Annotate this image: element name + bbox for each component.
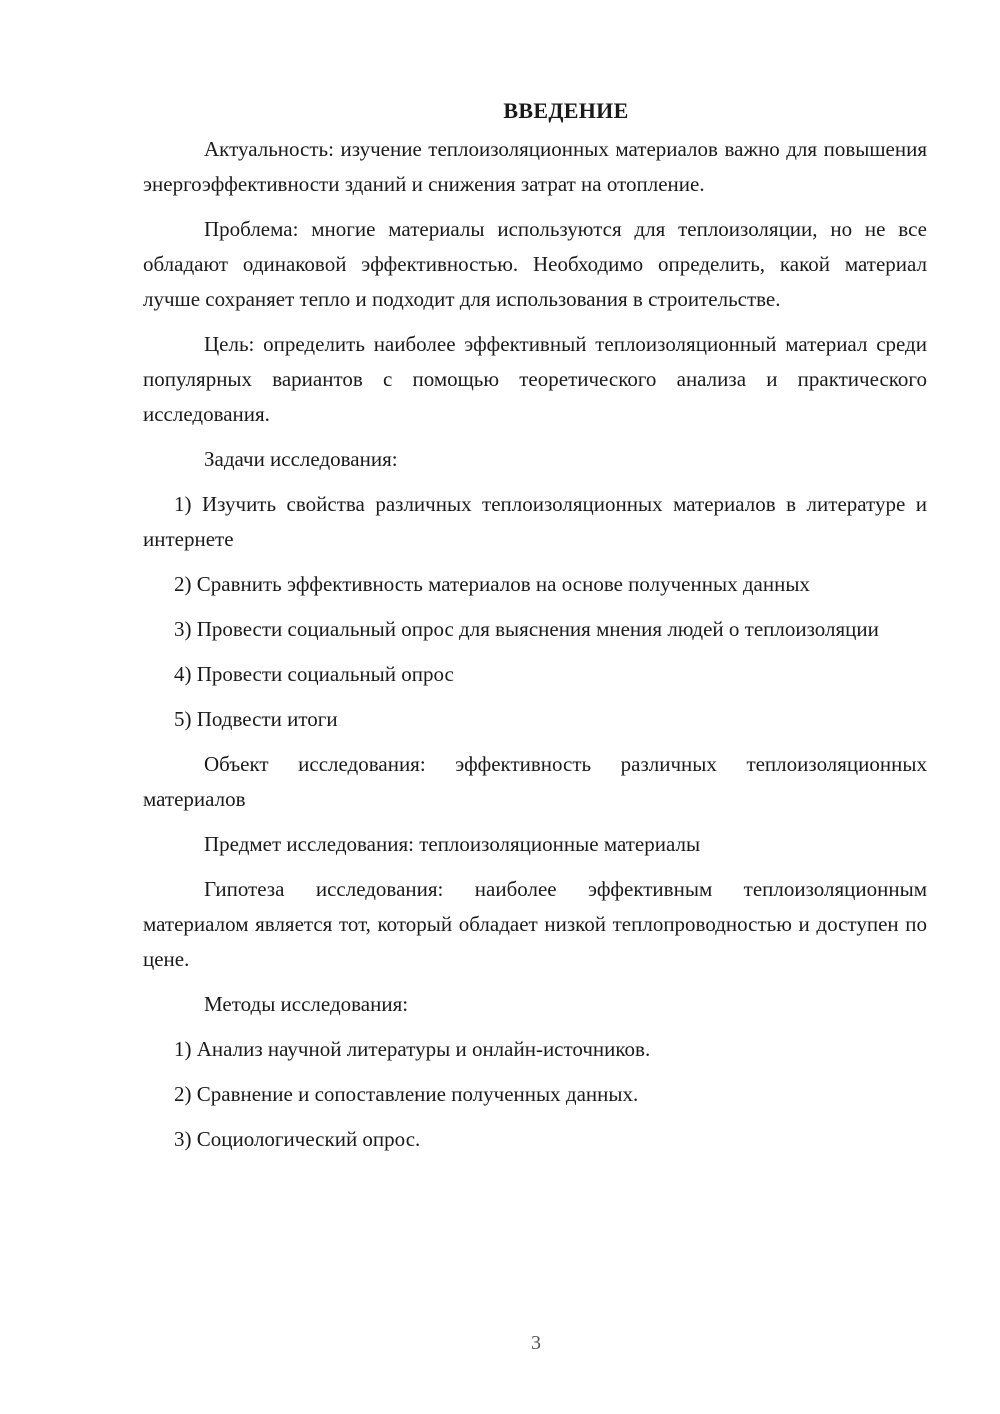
task-item-2: 2) Сравнить эффективность материалов на основе полученных данных — [174, 572, 810, 596]
goal-paragraph: Цель: определить наиболее эффективный теплоизоляционный материал среди популярных вариантов с помощью теоретического анализа и практического исследования. — [143, 332, 927, 426]
method-item-3: 3) Социологический опрос. — [174, 1127, 421, 1151]
hypothesis-paragraph: Гипотеза исследования: наиболее эффективным теплоизоляционным материалом является тот, который обладает низкой теплопроводностью и доступен по цене. — [143, 877, 927, 971]
method-item-2: 2) Сравнение и сопоставление полученных данных. — [174, 1082, 639, 1106]
task-item-4: 4) Провести социальный опрос — [174, 662, 454, 686]
page-title: ВВЕДЕНИЕ — [503, 98, 629, 123]
page-content — [143, 94, 927, 1167]
relevance-paragraph: Актуальность: изучение теплоизоляционных материалов важно для повышения энергоэффективности зданий и снижения затрат на отопление. — [143, 137, 927, 196]
object-paragraph: Объект исследования: эффективность различных теплоизоляционных материалов — [143, 752, 927, 811]
task-item-3: 3) Провести социальный опрос для выяснения мнения людей о теплоизоляции — [174, 617, 879, 641]
method-item-1: 1) Анализ научной литературы и онлайн-источников. — [174, 1037, 651, 1061]
task-item-5: 5) Подвести итоги — [174, 707, 338, 731]
page-number: 3 — [531, 1332, 541, 1354]
subject-paragraph: Предмет исследования: теплоизоляционные материалы — [204, 832, 701, 856]
task-item-1: 1) Изучить свойства различных теплоизоляционных материалов в литературе и интернете — [143, 492, 927, 551]
problem-paragraph: Проблема: многие материалы используются для теплоизоляции, но не все обладают одинаковой эффективностью. Необходимо определить, какой материал лучше сохраняет тепло и подходит для использования в строительстве. — [143, 217, 927, 311]
methods-heading: Методы исследования: — [204, 992, 409, 1016]
tasks-heading: Задачи исследования: — [204, 447, 398, 471]
